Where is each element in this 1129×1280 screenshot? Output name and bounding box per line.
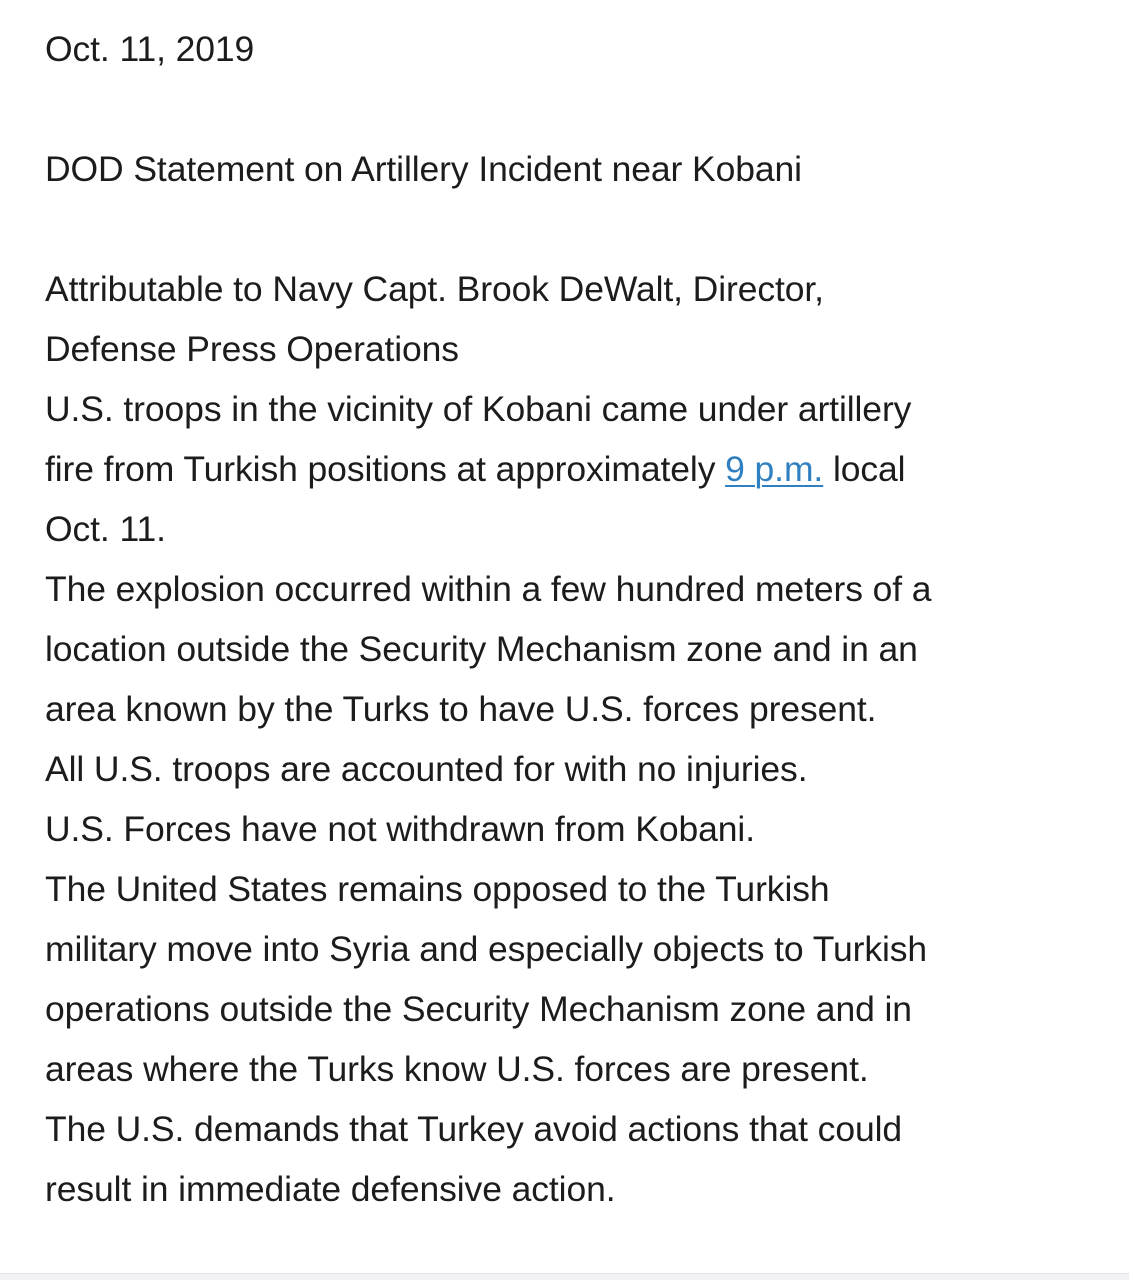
paragraph-troops-line-1: U.S. troops in the vicinity of Kobani came under artillery bbox=[45, 389, 912, 429]
paragraph-opposed-line-3: operations outside the Security Mechanism zone and in bbox=[45, 989, 912, 1029]
paragraph-opposed-line-1: The United States remains opposed to the Turkish bbox=[45, 869, 830, 909]
paragraph-demands-line-2: result in immediate defensive action. bbox=[45, 1169, 616, 1209]
time-link[interactable]: 9 p.m. bbox=[725, 449, 824, 489]
paragraph-explosion-line-3: area known by the Turks to have U.S. forces present. bbox=[45, 689, 877, 729]
note-date: Oct. 11, 2019 bbox=[45, 29, 255, 69]
paragraph-troops-line-2-tail: local bbox=[823, 449, 906, 489]
paragraph-troops-line-2 bbox=[45, 439, 1105, 499]
paragraph-accounted: All U.S. troops are accounted for with no injuries. bbox=[45, 749, 808, 789]
paragraph-troops-line-3: Oct. 11. bbox=[45, 509, 166, 549]
paragraph-demands-line-1: The U.S. demands that Turkey avoid actions that could bbox=[45, 1109, 903, 1149]
paragraph-troops-line-2-text: fire from Turkish positions at approximately bbox=[45, 449, 726, 489]
note-body bbox=[45, 0, 1105, 1219]
bottom-toolbar-edge bbox=[0, 1273, 1129, 1280]
attribution-line-2: Defense Press Operations bbox=[45, 329, 459, 369]
paragraph-not-withdrawn: U.S. Forces have not withdrawn from Kobani. bbox=[45, 809, 755, 849]
paragraph-explosion-line-2: location outside the Security Mechanism zone and in an bbox=[45, 629, 918, 669]
paragraph-opposed-line-4: areas where the Turks know U.S. forces are present. bbox=[45, 1049, 869, 1089]
attribution-line-1: Attributable to Navy Capt. Brook DeWalt, Director, bbox=[45, 269, 824, 309]
paragraph-opposed-line-2: military move into Syria and especially objects to Turkish bbox=[45, 929, 928, 969]
note-title: DOD Statement on Artillery Incident near Kobani bbox=[45, 149, 802, 189]
paragraph-explosion-line-1: The explosion occurred within a few hundred meters of a bbox=[45, 569, 932, 609]
